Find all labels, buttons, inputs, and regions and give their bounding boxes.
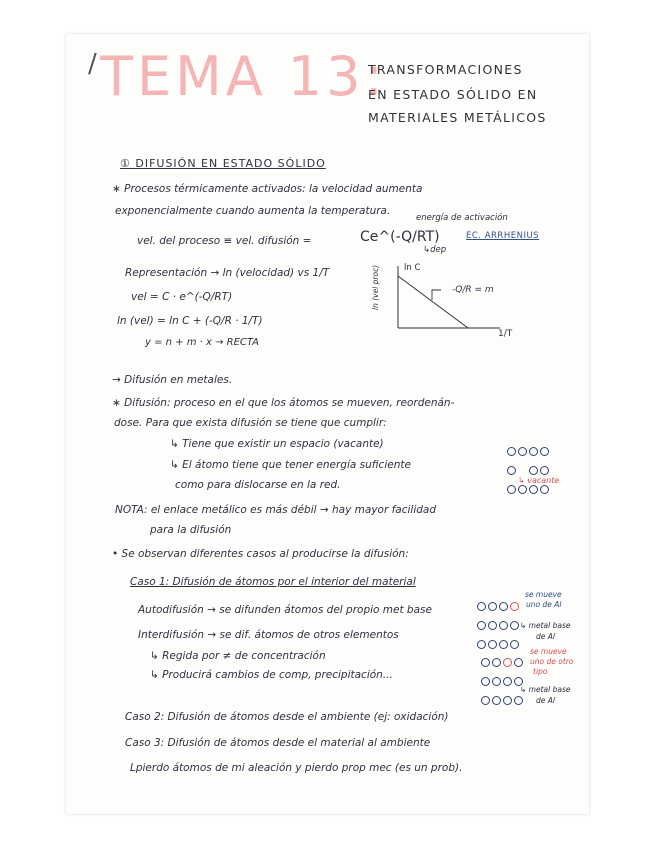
graph-y-label: ln (vel proc)	[371, 264, 380, 310]
inter-note: tipo	[533, 667, 548, 676]
definition-line: ∗ Difusión: proceso en el que los átomos se mueven, reordenán-	[112, 397, 455, 409]
graph-x-label: 1/T	[498, 329, 513, 339]
auto-note: uno de Al	[526, 600, 562, 609]
log-equation: ln (vel) = ln C + (-Q/R · 1/T)	[117, 315, 263, 327]
arrhenius-graph	[370, 262, 513, 342]
condition-energy: ↳ El átomo tiene que tener energía suficiente	[170, 459, 411, 471]
case-3-cont: Lpierdo átomos de mi aleación y pierdo prop mec (es un prob).	[130, 762, 463, 774]
case-3: Caso 3: Difusión de átomos desde el material al ambiente	[125, 737, 431, 749]
autodiffusion-lattice-sketch	[476, 596, 520, 653]
interdifusion-sub: ↳ Producirá cambios de comp, precipitación...	[150, 669, 393, 681]
vacancy-lattice-sketch	[506, 441, 550, 498]
activation-energy-note: energía de activación	[416, 213, 508, 223]
page-title: TEMA 13:	[100, 45, 387, 108]
inter-note: ↳ metal base	[520, 685, 571, 694]
title-line-1: TRANSFORMACIONES	[368, 62, 523, 77]
note-line: NOTA: el enlace metálico es más débil → hay mayor facilidad	[115, 504, 437, 516]
section-heading-difusion: ① DIFUSIÓN EN ESTADO SÓLIDO	[120, 157, 326, 170]
title-line-3: MATERIALES METÁLICOS	[368, 110, 547, 125]
arrhenius-label: EC. ARRHENIUS	[466, 231, 540, 241]
title-line-2: EN ESTADO SÓLIDO EN	[368, 87, 538, 102]
inter-note: uno de otro	[530, 657, 574, 666]
velocity-equation: vel = C · e^(-Q/RT)	[131, 291, 233, 303]
interdifusion-sub: ↳ Regida por ≠ de concentración	[150, 650, 326, 662]
inter-note: se mueve	[530, 647, 567, 656]
bullet-line: exponencialmente cuando aumenta la temperatura.	[115, 205, 391, 217]
representation-line: Representación → ln (velocidad) vs 1/T	[125, 267, 330, 279]
auto-note: de Al	[536, 632, 555, 641]
graph-slope-label: -Q/R = m	[452, 285, 494, 295]
bullet-line: ∗ Procesos térmicamente activados: la velocidad aumenta	[112, 183, 423, 195]
note-line: para la difusión	[150, 524, 232, 536]
vacancy-label: ↳ vacante	[518, 476, 560, 485]
graph-top-label: ln C	[404, 263, 421, 273]
condition-vacancy: ↳ Tiene que existir un espacio (vacante)	[170, 438, 384, 450]
arrhenius-exponential: Ce^(-Q/RT)	[360, 229, 440, 245]
graph-line	[398, 276, 468, 328]
definition-line: dose. Para que exista difusión se tiene que cumplir:	[114, 417, 387, 429]
condition-energy-cont: como para dislocarse en la red.	[175, 479, 341, 491]
interdiffusion-lattice-sketch	[480, 652, 524, 709]
dep-note: ↳dep	[423, 245, 447, 255]
slope-triangle	[432, 290, 441, 300]
auto-note: ↳ metal base	[520, 621, 571, 630]
case-1: Caso 1: Difusión de átomos por el interior del material	[130, 576, 416, 588]
interdifusion-line: Interdifusión → se dif. átomos de otros elementos	[138, 629, 399, 641]
cases-intro: • Se observan diferentes casos al producirse la difusión:	[112, 548, 409, 560]
margin-mark: /	[88, 49, 97, 79]
inter-note: de Al	[536, 696, 555, 705]
line-equation: y = n + m · x → RECTA	[145, 337, 259, 348]
auto-note: se mueve	[525, 590, 562, 599]
case-2: Caso 2: Difusión de átomos desde el ambiente (ej: oxidación)	[125, 711, 449, 723]
autodifusion-line: Autodifusión → se difunden átomos del propio met base	[138, 604, 432, 616]
metals-heading: → Difusión en metales.	[112, 374, 233, 386]
arrhenius-equation-left: vel. del proceso ≡ vel. difusión =	[137, 235, 312, 247]
